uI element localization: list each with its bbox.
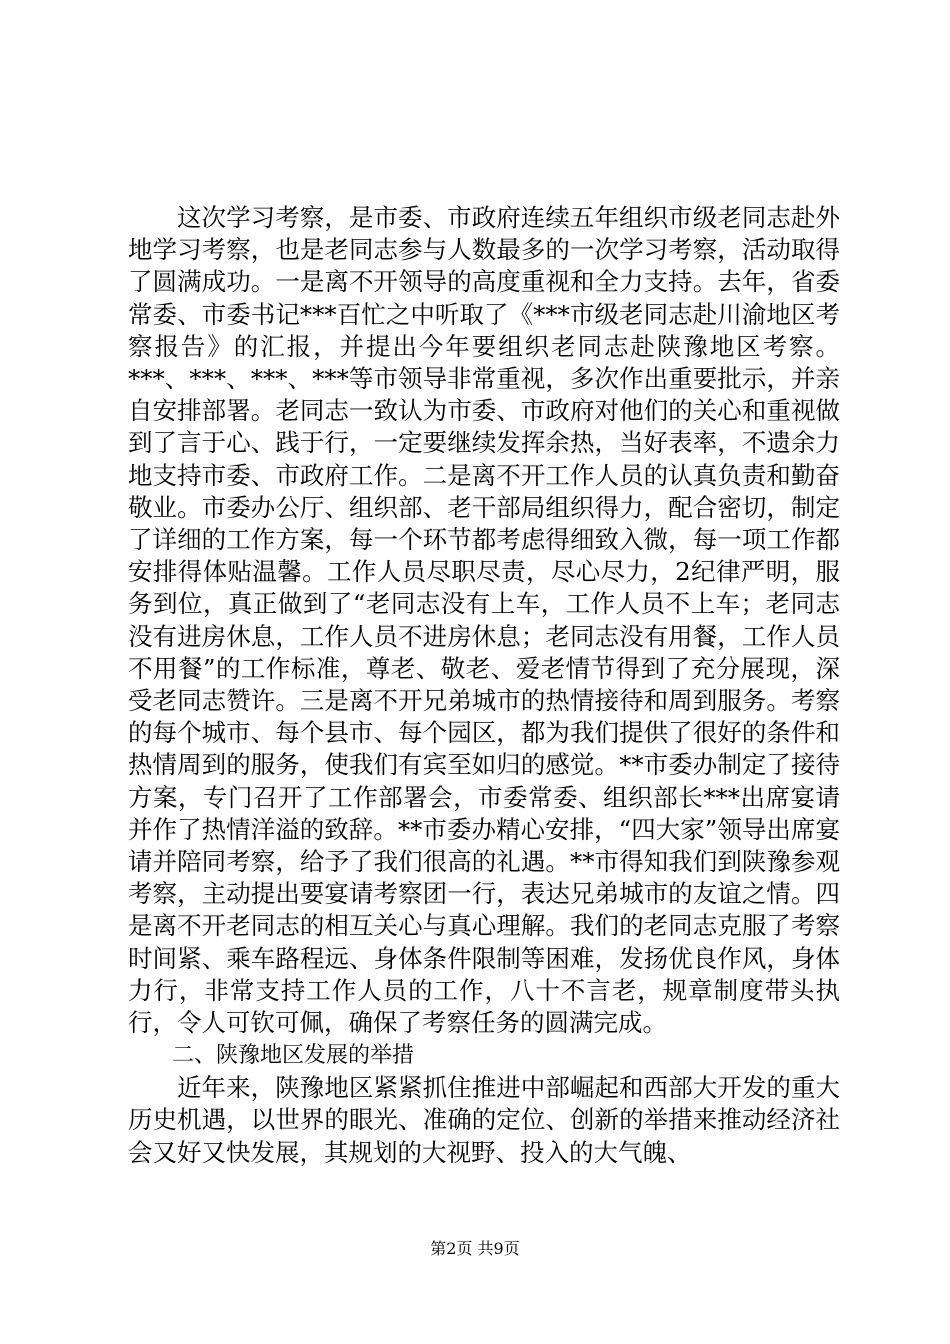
body-paragraph: 这次学习考察，是市委、市政府连续五年组织市级老同志赴外地学习考察，也是老同志参与人数最多的一次学习考察，活动取得了圆满成功。一是离不开领导的高度重视和全力支持。去年，省委常委、市委书记***百忙之中听取了《***市级老同志赴川渝地区考察报告》的汇报，并提出今年要组织老同志赴陕豫地区考察。***、***、***、***等市领导非常重视，多次作出重要批示，并亲自安排部署。老同志一致认为市委、市政府对他们的关心和重视做到了言于心、践于行，一定要继续发挥余热，当好表率，不遗余力地支持市委、市政府工作。二是离不开工作人员的认真负责和勤奋敬业。市委办公厅、组织部、老干部局组织得力，配合密切，制定了详细的工作方案，每一个环节都考虑得细致入微，每一项工作都安排得体贴温馨。工作人员尽职尽责，尽心尽力，2纪律严明，服务到位，真正做到了“老同志没有上车，工作人员不上车；老同志没有进房休息，工作人员不进房休息；老同志没有用餐，工作人员不用餐”的工作标准，尊老、敬老、爱老情节得到了充分展现，深受老同志赞许。三是离不开兄弟城市的热情接待和周到服务。考察的每个城市、每个县市、每个园区，都为我们提供了很好的条件和热情周到的服务，使我们有宾至如归的感觉。**市委办制定了接待方案，专门召开了工作部署会，市委常委、组织部长***出席宴请并作了热情洋溢的致辞。**市委办精心安排，“四大家”领导出席宴请并陪同考察，给予了我们很高的礼遇。**市得知我们到陕豫参观考察，主动提出要宴请考察团一行，表达兄弟城市的友谊之情。四是离不开老同志的相互关心与真心理解。我们的老同志克服了考察时间紧、乘车路程远、身体条件限制等困难，发扬优良作风，身体力行，非常支持工作人员的工作，八十不言老，规章制度带头执行，令人可钦可佩，确保了考察任务的圆满完成。 [128, 203, 840, 1038]
body-paragraph: 近年来，陕豫地区紧紧抓住推进中部崛起和西部大开发的重大历史机遇，以世界的眼光、准确的定位、创新的举措来推动经济社会又好又快发展，其规划的大视野、投入的大气魄、 [128, 1073, 840, 1167]
page-footer: 第2页 共9页 [430, 1239, 520, 1258]
section-heading: 二、陕豫地区发展的举措 [172, 1043, 415, 1069]
document-body [128, 202, 840, 1169]
